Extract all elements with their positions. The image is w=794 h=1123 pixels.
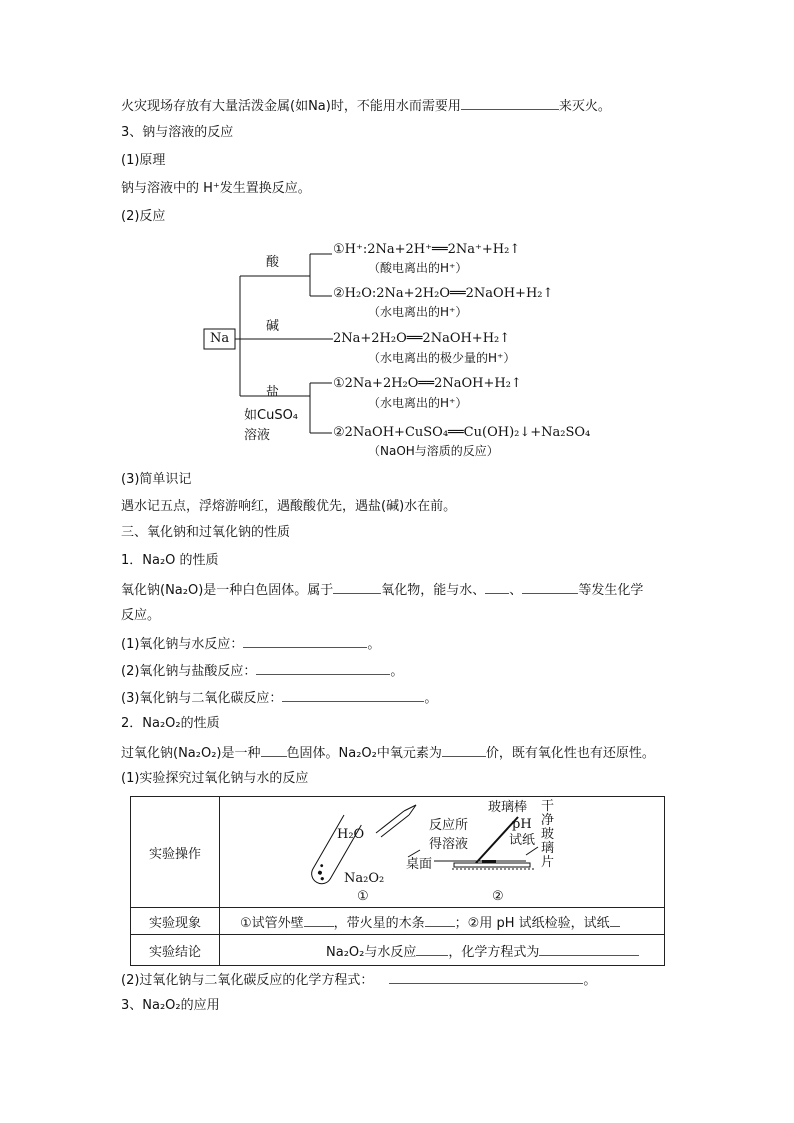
answer-blank[interactable] bbox=[539, 942, 639, 956]
sodium-reaction-diagram bbox=[200, 236, 620, 466]
answer-blank[interactable] bbox=[389, 970, 583, 984]
experiment-table bbox=[130, 796, 665, 966]
reaction-5-note: （NaOH与溶质的反应） bbox=[368, 444, 499, 458]
period: 。 bbox=[390, 664, 404, 679]
base-label: 碱 bbox=[266, 319, 280, 334]
ph-label: pH bbox=[512, 817, 532, 832]
glass-rod-label: 玻璃棒 bbox=[488, 800, 528, 815]
section-heading: 3、钠与溶液的反应 bbox=[121, 125, 234, 140]
desk-label: 桌面 bbox=[406, 857, 433, 872]
text: ，带火星的木条 bbox=[333, 915, 425, 931]
answer-blank[interactable] bbox=[461, 96, 559, 110]
sodium-peroxide-label: Na₂O₂ bbox=[344, 871, 385, 886]
answer-blank[interactable] bbox=[243, 634, 367, 648]
experiment-figure-cell bbox=[220, 797, 665, 908]
answer-blank[interactable] bbox=[282, 688, 424, 702]
text: 价，既有氧化性也有还原性。 bbox=[485, 746, 655, 761]
na2o-description bbox=[121, 580, 643, 600]
figure-number-2: ② bbox=[492, 889, 504, 904]
reaction-4-note: （水电离出的H⁺） bbox=[368, 396, 468, 410]
answer-blank[interactable] bbox=[256, 661, 390, 675]
period: 。 bbox=[424, 691, 438, 706]
text: 氧化物，能与水、 bbox=[381, 583, 486, 598]
intro-text: 火灾现场存放有大量活泼金属(如Na)时，不能用水而需要用 bbox=[121, 99, 461, 114]
solution-label: 反应所 bbox=[429, 818, 469, 833]
row-label: 实验现象 bbox=[131, 908, 220, 935]
answer-blank[interactable] bbox=[261, 743, 287, 757]
text: Na₂O₂与水反应 bbox=[326, 944, 417, 960]
section-heading: 三、氧化钠和过氧化钠的性质 bbox=[121, 525, 291, 540]
row-label: 实验结论 bbox=[131, 935, 220, 966]
water-label: H₂O bbox=[337, 827, 365, 842]
question-text: (2)过氧化钠与二氧化碳反应的化学方程式： bbox=[121, 973, 374, 988]
subheading: (2)反应 bbox=[121, 209, 166, 224]
subheading: (3)简单识记 bbox=[121, 472, 192, 487]
answer-blank[interactable] bbox=[425, 913, 455, 927]
question-3 bbox=[121, 688, 437, 708]
reaction-5: ②2NaOH+CuSO₄══Cu(OH)₂↓+Na₂SO₄ bbox=[333, 425, 591, 440]
acid-label: 酸 bbox=[266, 255, 280, 270]
answer-blank[interactable] bbox=[416, 942, 448, 956]
answer-blank[interactable] bbox=[485, 580, 509, 594]
answer-blank[interactable] bbox=[610, 913, 620, 927]
subheading: (1)实验探究过氧化钠与水的反应 bbox=[121, 771, 309, 786]
table-row bbox=[131, 908, 665, 935]
question-text: (1)氧化钠与水反应： bbox=[121, 637, 244, 652]
intro-line bbox=[121, 96, 611, 116]
question-2 bbox=[121, 661, 403, 681]
period: 。 bbox=[583, 973, 597, 988]
reaction-2: ②H₂O:2Na+2H₂O══2NaOH+H₂↑ bbox=[333, 286, 554, 301]
phenomenon-cell bbox=[220, 908, 665, 935]
salt-example: 如CuSO₄ bbox=[244, 408, 299, 423]
subheading: 1．Na₂O 的性质 bbox=[121, 553, 219, 568]
subheading: (1)原理 bbox=[121, 153, 166, 168]
table-row bbox=[131, 797, 665, 908]
reaction-4: ①2Na+2H₂O══2NaOH+H₂↑ bbox=[333, 376, 522, 391]
figure-number-1: ① bbox=[357, 889, 369, 904]
reaction-3-note: （水电离出的极少量的H⁺） bbox=[368, 351, 516, 365]
paragraph: 钠与溶液中的 H⁺发生置换反应。 bbox=[121, 181, 311, 196]
text: 过氧化钠(Na₂O₂)是一种 bbox=[121, 746, 261, 761]
answer-blank[interactable] bbox=[442, 743, 486, 757]
na2o2-description bbox=[121, 743, 655, 763]
experiment-figure bbox=[226, 797, 658, 907]
answer-blank[interactable] bbox=[304, 913, 334, 927]
text: 、 bbox=[509, 583, 523, 598]
text: 氧化钠(Na₂O)是一种白色固体。属于 bbox=[121, 583, 334, 598]
table-row bbox=[131, 935, 665, 966]
answer-blank[interactable] bbox=[522, 580, 578, 594]
text: ；②用 pH 试纸检验，试纸 bbox=[454, 915, 610, 931]
reaction-2-note: （水电离出的H⁺） bbox=[368, 305, 468, 319]
text: 等发生化学 bbox=[578, 583, 644, 598]
question-text: (3)氧化钠与二氧化碳反应： bbox=[121, 691, 283, 706]
conclusion-cell bbox=[220, 935, 665, 966]
solution-label-2: 得溶液 bbox=[429, 837, 469, 852]
row-label: 实验操作 bbox=[131, 797, 220, 908]
na-label: Na bbox=[210, 331, 230, 346]
question-1 bbox=[121, 634, 380, 654]
section-heading: 3、Na₂O₂的应用 bbox=[121, 998, 220, 1013]
glass-plate-label: 干 净 玻 璃 片 bbox=[541, 799, 555, 870]
paragraph: 遇水记五点，浮熔游响红，遇酸酸优先，遇盐(碱)水在前。 bbox=[121, 499, 457, 514]
question-co2 bbox=[121, 970, 596, 990]
text: 色固体。Na₂O₂中氧元素为 bbox=[286, 746, 442, 761]
answer-blank[interactable] bbox=[333, 580, 381, 594]
text: ，化学方程式为 bbox=[448, 944, 540, 960]
salt-example-solution: 溶液 bbox=[244, 428, 271, 443]
test-paper-label: 试纸 bbox=[509, 833, 536, 848]
intro-text-end: 来灭火。 bbox=[558, 99, 611, 114]
apparatus-drawing bbox=[226, 797, 666, 907]
reaction-1-note: （酸电离出的H⁺） bbox=[368, 261, 468, 275]
reaction-1: ①H⁺:2Na+2H⁺══2Na⁺+H₂↑ bbox=[333, 242, 521, 257]
period: 。 bbox=[367, 637, 381, 652]
salt-label: 盐 bbox=[266, 385, 280, 400]
text: ①试管外壁 bbox=[240, 915, 304, 931]
subheading: 2．Na₂O₂的性质 bbox=[121, 716, 220, 731]
paragraph: 反应。 bbox=[121, 608, 161, 623]
reaction-3: 2Na+2H₂O══2NaOH+H₂↑ bbox=[333, 331, 511, 346]
question-text: (2)氧化钠与盐酸反应： bbox=[121, 664, 257, 679]
